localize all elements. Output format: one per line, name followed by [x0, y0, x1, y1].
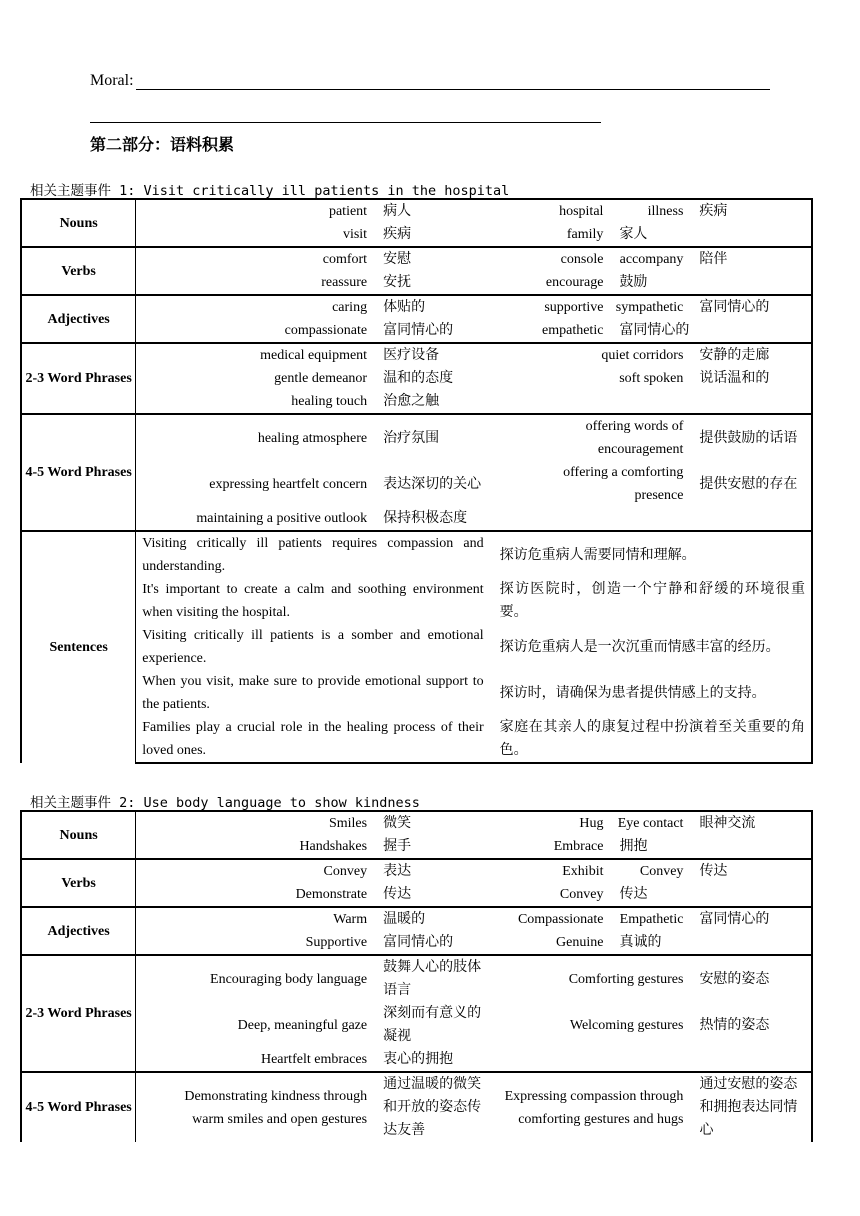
phrase-en: Welcoming gestures: [569, 1017, 684, 1033]
phrase-en: soft spoken: [619, 371, 684, 386]
noun-zh: 眼神交流: [691, 811, 812, 835]
phrase-en: Demonstrating kindness through warm smiles and open gestures: [136, 1072, 375, 1142]
sentence-en: Visiting critically ill patients is a somber and emotional experience.: [142, 628, 484, 666]
noun-zh: 病人: [375, 199, 492, 223]
verb-en: Convey: [611, 859, 691, 883]
verb-zh: 传达: [691, 859, 812, 883]
adj-zh: 富同情心的: [691, 295, 812, 319]
sentence-en: When you visit, make sure to provide emotional support to the patients.: [142, 674, 484, 712]
adj-zh: 真诚的: [619, 935, 662, 950]
verb-en: Convey: [559, 887, 604, 902]
phrase-zh: 衷心的拥抱: [383, 1052, 454, 1067]
noun-en: Eye contact: [611, 811, 691, 835]
phrases23-label: 2-3 Word Phrases: [21, 343, 136, 414]
section2-title: 相关主题事件 2: Use body language to show kindness: [30, 795, 420, 811]
sentence-en: Families play a crucial role in the healing process of their loved ones.: [136, 716, 492, 763]
noun-en: family: [566, 227, 604, 242]
adj-en: Warm: [136, 907, 375, 931]
phrase-zh: 治愈之触: [383, 394, 440, 409]
adj-zh: 体贴的: [375, 295, 492, 319]
phrase-zh: 深刻而有意义的凝视: [383, 1006, 482, 1044]
adj-zh: 富同情心的: [619, 323, 690, 338]
phrase-zh: 通过温暖的微笑和开放的姿态传达友善: [375, 1072, 492, 1142]
verb-zh: 鼓励: [619, 275, 648, 290]
verb-en: console: [492, 247, 612, 271]
phrase-en: medical equipment: [136, 343, 375, 367]
section1-title: 相关主题事件 1: Visit critically ill patients in the hospital: [30, 183, 510, 199]
noun-zh: 疾病: [383, 227, 412, 242]
verb-en: accompany: [611, 247, 691, 271]
phrase-zh: 安静的走廊: [691, 343, 812, 367]
section2-table: [20, 810, 813, 1142]
adj-en: compassionate: [284, 323, 368, 338]
part-title: 第二部分：语料积累: [90, 137, 235, 154]
verb-zh: 陪伴: [691, 247, 812, 271]
phrase-en: Heartfelt embraces: [260, 1052, 368, 1067]
verb-en: comfort: [136, 247, 375, 271]
adj-en: empathetic: [542, 323, 604, 338]
adj-zh: 温暖的: [375, 907, 492, 931]
phrases45-label: 4-5 Word Phrases: [21, 414, 136, 531]
sentence-en: Visiting critically ill patients requires compassion and understanding.: [136, 531, 492, 578]
phrase-zh: 鼓舞人心的肢体语言: [375, 955, 492, 1002]
sentence-zh: 探访时，请确保为患者提供情感上的支持。: [492, 670, 812, 716]
phrase-zh: 提供鼓励的话语: [691, 414, 812, 461]
phrase-en: quiet corridors: [492, 343, 692, 367]
verb-zh: 传达: [619, 887, 648, 902]
adj-en: Genuine: [556, 935, 604, 950]
phrase-en: offering words of encouragement: [492, 414, 692, 461]
adj-zh: 富同情心的: [383, 323, 454, 338]
sentence-en: It's important to create a calm and soothing environment when visiting the hospital.: [142, 582, 484, 620]
moral-line: [136, 89, 770, 90]
phrase-en: offering a comforting presence: [563, 465, 684, 503]
adj-en: sympathetic: [611, 295, 691, 319]
verb-en: encourage: [545, 275, 604, 290]
phrase-en: Encouraging body language: [136, 955, 375, 1002]
noun-zh: 握手: [383, 839, 412, 854]
adjectives-label: Adjectives: [21, 295, 136, 343]
phrase-zh: 医疗设备: [375, 343, 492, 367]
adj-zh: 富同情心的: [691, 907, 812, 931]
phrase-zh: 保持积极态度: [383, 511, 468, 526]
verb-zh: 安慰: [375, 247, 492, 271]
nouns-label: Nouns: [21, 811, 136, 859]
adj-en: supportive: [492, 295, 612, 319]
phrase-en: Deep, meaningful gaze: [237, 1017, 368, 1033]
sentence-zh: 家庭在其亲人的康复过程中扮演着至关重要的角色。: [492, 716, 812, 763]
adj-en: caring: [136, 295, 375, 319]
verb-zh: 传达: [383, 887, 412, 902]
verb-en: reassure: [321, 275, 368, 290]
adjectives-label: Adjectives: [21, 907, 136, 955]
phrase-en: gentle demeanor: [274, 371, 368, 386]
verb-zh: 安抚: [383, 275, 412, 290]
verb-en: Demonstrate: [295, 887, 368, 902]
sentences-label: Sentences: [21, 531, 136, 763]
phrase-en: expressing heartfelt concern: [209, 476, 368, 492]
section1-table: [20, 198, 813, 764]
phrase-en: healing atmosphere: [136, 414, 375, 461]
verb-en: Exhibit: [492, 859, 612, 883]
phrase-zh: 通过安慰的姿态和拥抱表达同情心: [691, 1072, 812, 1142]
noun-zh: 拥抱: [619, 839, 648, 854]
moral-line-2: [90, 122, 601, 123]
phrase-zh: 提供安慰的存在: [691, 461, 812, 507]
phrase-en: Comforting gestures: [492, 955, 692, 1002]
phrase-zh: 表达深切的关心: [383, 476, 482, 492]
phrases23-label: 2-3 Word Phrases: [21, 955, 136, 1072]
phrase-en: Expressing compassion through comforting gestures and hugs: [492, 1072, 692, 1142]
adj-en: Compassionate: [492, 907, 612, 931]
noun-en: illness: [611, 199, 691, 223]
noun-en: Handshakes: [299, 839, 368, 854]
noun-zh: 疾病: [691, 199, 812, 223]
noun-zh: 家人: [619, 227, 648, 242]
phrase-en: maintaining a positive outlook: [196, 511, 368, 526]
adj-en: Empathetic: [611, 907, 691, 931]
sentence-zh: 探访危重病人需要同情和理解。: [492, 531, 812, 578]
noun-en: Hug: [492, 811, 612, 835]
noun-en: Smiles: [136, 811, 375, 835]
verb-en: Convey: [136, 859, 375, 883]
verb-zh: 表达: [375, 859, 492, 883]
verbs-label: Verbs: [21, 247, 136, 295]
phrase-zh: 热情的姿态: [691, 1002, 812, 1048]
phrases45-label: 4-5 Word Phrases: [21, 1072, 136, 1142]
phrase-zh: 说话温和的: [691, 367, 812, 390]
sentence-zh: 探访医院时，创造一个宁静和舒缓的环境很重要。: [492, 578, 812, 624]
phrase-zh: 安慰的姿态: [691, 955, 812, 1002]
phrase-zh: 治疗氛围: [375, 414, 492, 461]
moral-label: Moral:: [90, 72, 134, 89]
noun-zh: 微笑: [375, 811, 492, 835]
noun-en: hospital: [492, 199, 612, 223]
verbs-label: Verbs: [21, 859, 136, 907]
phrase-zh: 温和的态度: [383, 371, 454, 386]
phrase-en: healing touch: [291, 394, 368, 409]
noun-en: patient: [136, 199, 375, 223]
sentence-zh: 探访危重病人是一次沉重而情感丰富的经历。: [492, 624, 812, 670]
adj-zh: 富同情心的: [383, 935, 454, 950]
noun-en: Embrace: [553, 839, 604, 854]
adj-en: Supportive: [305, 935, 368, 950]
noun-en: visit: [342, 227, 368, 242]
nouns-label: Nouns: [21, 199, 136, 247]
